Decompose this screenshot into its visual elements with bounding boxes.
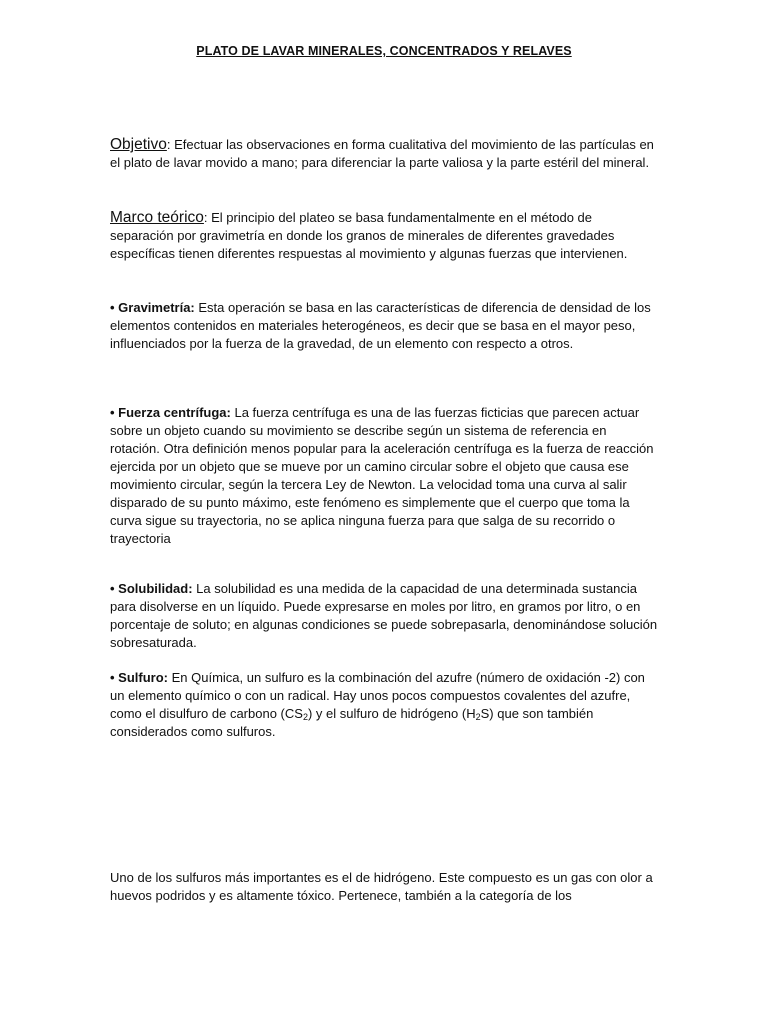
marco-teorico-heading: Marco teórico xyxy=(110,209,204,226)
solubilidad-text: La solubilidad es una medida de la capacidad de una determinada sustancia para disolverse en un líquido. Puede expresarse en moles por litro, en gramos por litro, o en porcentaje de soluto; en algunas condiciones se puede sobrepasarla, denominándose solución sobresaturada. xyxy=(110,581,658,650)
final-text: Uno de los sulfuros más importantes es el de hidrógeno. Este compuesto es un gas con olor a huevos podridos y es altamente tóxico. Pertenece, también a la categoría de los xyxy=(110,870,653,903)
sulfuro-text-a: En Química, un sulfuro es la combinación del azufre (número de oxidación -2) con un elemento químico o con un radical. Hay unos pocos compuestos covalentes del azufre, como el disulfuro de carbono (CS xyxy=(110,670,645,721)
sulfuro-text-b: ) y el sulfuro de hidrógeno (H xyxy=(307,706,476,721)
gravimetria-term: • Gravimetría: xyxy=(110,300,195,315)
h2s-subscript: 2 xyxy=(475,712,481,722)
cs2-subscript: 2 xyxy=(302,712,308,722)
marco-teorico-paragraph xyxy=(110,209,658,263)
gravimetria-paragraph xyxy=(110,299,658,353)
final-paragraph xyxy=(110,869,658,905)
sulfuro-text-c: S) que son también considerados como sulfuros. xyxy=(110,706,594,739)
solubilidad-paragraph xyxy=(110,580,658,652)
objetivo-text: : Efectuar las observaciones en forma cualitativa del movimiento de las partículas en el plato de lavar movido a mano; para diferenciar la parte valiosa y la parte estéril del mineral. xyxy=(110,137,654,170)
fuerza-centrifuga-term: • Fuerza centrífuga: xyxy=(110,405,231,420)
solubilidad-term: • Solubilidad: xyxy=(110,581,193,596)
gravimetria-text: Esta operación se basa en las características de diferencia de densidad de los elementos contenidos en materiales heterogéneos, es decir que se basa en el mayor peso, influenciados por la fuerza de la gravedad, de un elemento con respecto a otros. xyxy=(110,300,651,351)
sulfuro-paragraph xyxy=(110,669,658,741)
marco-teorico-text: : El principio del plateo se basa fundamentalmente en el método de separación por gravimetría en donde los granos de minerales de diferentes gravedades específicas tienen diferentes respuestas al movimiento y algunas fuerzas que intervienen. xyxy=(110,210,628,261)
fuerza-centrifuga-text: La fuerza centrífuga es una de las fuerzas ficticias que parecen actuar sobre un objeto cuando su movimiento se describe según un sistema de referencia en rotación. Otra definición menos popular para la aceleración centrífuga es la fuerza de reacción ejercida por un objeto que se mueve por un camino circular sobre el objeto que causa ese movimiento circular, según la tercera Ley de Newton. La velocidad toma una curva al salir disparado de su punto máximo, este fenómeno es simplemente que el cuerpo que toma la curva sigue su trayectoria, no se aplica ninguna fuerza para que salga de su recorrido o trayectoria xyxy=(110,405,654,546)
sulfuro-term: • Sulfuro: xyxy=(110,670,168,685)
document-title: PLATO DE LAVAR MINERALES, CONCENTRADOS Y RELAVES xyxy=(196,44,572,58)
fuerza-centrifuga-paragraph xyxy=(110,404,658,548)
objetivo-paragraph xyxy=(110,136,658,172)
objetivo-heading: Objetivo xyxy=(110,136,167,153)
